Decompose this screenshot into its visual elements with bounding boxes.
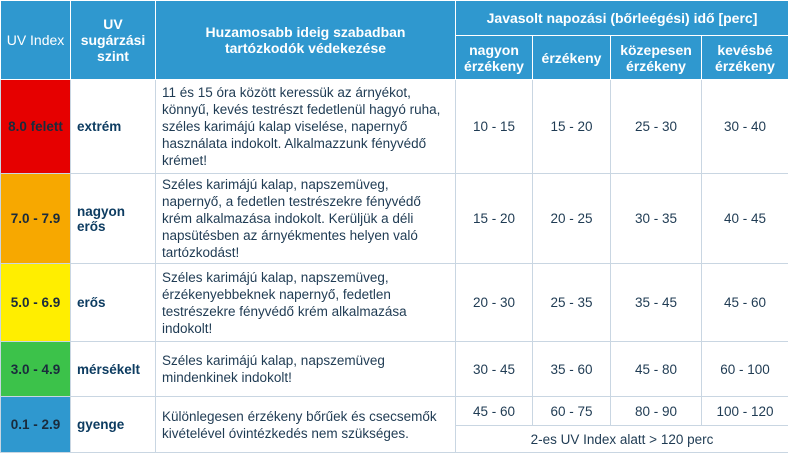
uv-level-cell: extrém bbox=[71, 80, 156, 174]
uv-level-cell: mérsékelt bbox=[71, 342, 156, 397]
uv-range-cell: 0.1 - 2.9 bbox=[1, 397, 71, 453]
uv-range-cell: 8.0 felett bbox=[1, 80, 71, 174]
protection-advice-cell: Széles karimájú kalap, napszemüveg mindenkinek indokolt! bbox=[156, 342, 456, 397]
exposure-time-cell: 30 - 45 bbox=[456, 342, 533, 397]
exposure-time-cell: 15 - 20 bbox=[533, 80, 611, 174]
exposure-time-cell: 20 - 30 bbox=[456, 264, 533, 342]
table-row bbox=[1, 264, 788, 342]
exposure-time-cell: 35 - 45 bbox=[611, 264, 702, 342]
exposure-time-cell: 25 - 30 bbox=[611, 80, 702, 174]
uv-range-cell: 5.0 - 6.9 bbox=[1, 264, 71, 342]
protection-advice-cell: 11 és 15 óra között keressük az árnyékot, könnyű, kevés testrészt fedetlenül hagyó ruha, széles karimájú kalap viselése, napernyő használata indokolt. Alkalmazzunk fényvédő krémet! bbox=[156, 80, 456, 174]
header-uv-level: UV sugárzási szint bbox=[71, 1, 156, 80]
table-body bbox=[1, 80, 788, 453]
uv-level-cell: erős bbox=[71, 264, 156, 342]
exposure-time-cell: 45 - 60 bbox=[456, 397, 533, 426]
exposure-time-cell: 15 - 20 bbox=[456, 174, 533, 264]
header-skin-type: közepesen érzékeny bbox=[611, 36, 702, 80]
exposure-time-cell: 80 - 90 bbox=[611, 397, 702, 426]
exposure-time-cell: 30 - 40 bbox=[702, 80, 788, 174]
header-uv-index: UV Index bbox=[1, 1, 71, 80]
header-skin-type: nagyon érzékeny bbox=[456, 36, 533, 80]
protection-advice-cell: Széles karimájú kalap, napszemüveg, érzékenyebbeknek napernyő, fedetlen testrészekre fényvédő krém alkalmazása indokolt! bbox=[156, 264, 456, 342]
table-row bbox=[1, 80, 788, 174]
header-skin-type: érzékeny bbox=[533, 36, 611, 80]
header-skin-type: kevésbé érzékeny bbox=[702, 36, 788, 80]
uv-range-cell: 7.0 - 7.9 bbox=[1, 174, 71, 264]
exposure-time-cell: 10 - 15 bbox=[456, 80, 533, 174]
table-header bbox=[1, 1, 788, 80]
table-row bbox=[1, 342, 788, 397]
uv-range-cell: 3.0 - 4.9 bbox=[1, 342, 71, 397]
header-exposure-group: Javasolt napozási (bőrleégési) idő [perc] bbox=[456, 1, 788, 36]
uv-level-cell: nagyon erős bbox=[71, 174, 156, 264]
uv-level-cell: gyenge bbox=[71, 397, 156, 453]
exposure-time-cell: 35 - 60 bbox=[533, 342, 611, 397]
exposure-time-cell: 45 - 60 bbox=[702, 264, 788, 342]
table-row bbox=[1, 397, 788, 426]
table-row bbox=[1, 174, 788, 264]
exposure-time-cell: 40 - 45 bbox=[702, 174, 788, 264]
exposure-time-cell: 30 - 35 bbox=[611, 174, 702, 264]
exposure-time-cell: 25 - 35 bbox=[533, 264, 611, 342]
header-protection: Huzamosabb ideig szabadban tartózkodók védekezése bbox=[156, 1, 456, 80]
protection-advice-cell: Széles karimájú kalap, napszemüveg, napernyő, a fedetlen testrészekre fényvédő krém alkalmazása indokolt. Kerüljük a déli napsütésben az árnyékmentes helyen való tartózkodást! bbox=[156, 174, 456, 264]
exposure-time-cell: 100 - 120 bbox=[702, 397, 788, 426]
exposure-time-cell: 20 - 25 bbox=[533, 174, 611, 264]
exposure-time-cell: 60 - 75 bbox=[533, 397, 611, 426]
exposure-note: 2-es UV Index alatt > 120 perc bbox=[456, 426, 788, 453]
protection-advice-cell: Különlegesen érzékeny bőrűek és csecsemők kivételével óvintézkedés nem szükséges. bbox=[156, 397, 456, 453]
exposure-time-cell: 60 - 100 bbox=[702, 342, 788, 397]
exposure-time-cell: 45 - 80 bbox=[611, 342, 702, 397]
